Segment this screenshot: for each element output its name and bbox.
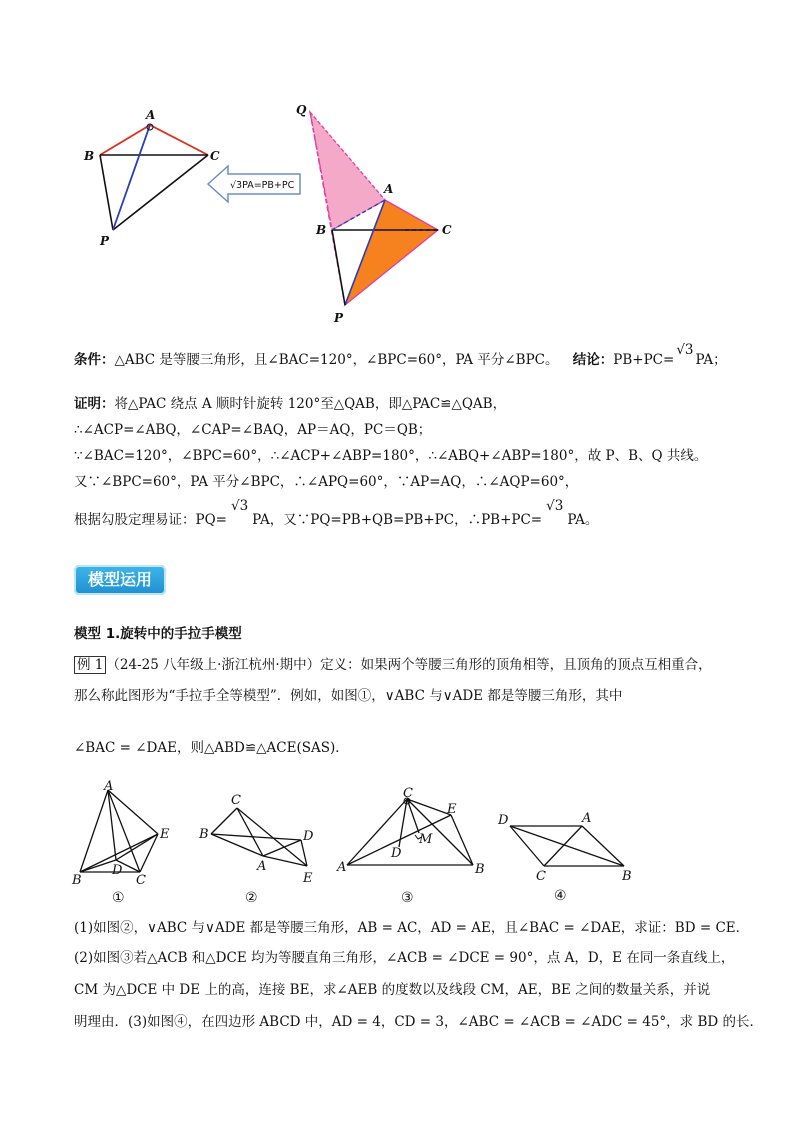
example-line-1: 例 1 （24-25 八年级上·浙江杭州·期中）定义：如果两个等腰三角形的顶角相等，且顶角的顶点互相重合， <box>74 655 712 675</box>
svg-text:A: A <box>104 779 114 794</box>
figure-3-caption: ③ <box>401 890 414 906</box>
proof-sqrt-1: √3 <box>230 498 249 514</box>
svg-text:C: C <box>136 873 146 888</box>
condition-line <box>74 342 727 370</box>
label-A: A <box>384 182 394 196</box>
question-2-line-2: CM 为△DCE 中 DE 上的高，连接 BE，求∠AEB 的度数以及线段 CM，AE，BE 之间的数量关系，并说 <box>74 982 711 998</box>
condition-text: △ABC 是等腰三角形，且∠BAC=120°，∠BPC=60°，PA 平分∠BPC。 <box>114 352 559 368</box>
svg-text:D: D <box>391 846 402 861</box>
left-arrow <box>206 164 302 204</box>
proof-line-2: ∴∠ACP=∠ABQ，∠CAP=∠BAQ，AP＝AQ，PC＝QB； <box>74 422 432 438</box>
example-line-2: 那么称此图形为“手拉手全等模型”．例如，如图①，∨ABC 与∨ADE 都是等腰三角形，其中 <box>74 688 623 704</box>
figure-3 <box>335 785 495 910</box>
proof-line-5: 根据勾股定理易证：PQ=√3PA，又∵PQ=PB+QB=PB+PC，∴PB+PC=√3PA。 <box>74 498 599 528</box>
label-C: C <box>442 223 452 237</box>
figure-1-caption: ① <box>112 890 125 906</box>
svg-text:E: E <box>303 871 313 886</box>
proof-sqrt-2: √3 <box>546 498 564 514</box>
proof-label: 证明： <box>74 396 115 412</box>
section-badge: 模型运用 <box>74 565 166 595</box>
conclusion-label: 结论： <box>572 352 614 368</box>
svg-text:D: D <box>498 813 509 828</box>
conclusion-text: PB+PC= <box>613 352 675 368</box>
label-P: P <box>100 234 110 248</box>
svg-text:B: B <box>199 827 209 842</box>
svg-text:D: D <box>112 863 123 878</box>
label-Q: Q <box>296 103 307 117</box>
figure-4-caption: ④ <box>554 888 567 904</box>
question-2-line-1: (2)如图③若△ACB 和△DCE 均为等腰直角三角形，∠ACB = ∠DCE = 90°，点 A，D，E 在同一条直线上， <box>74 950 735 966</box>
svg-text:A: A <box>257 859 267 874</box>
svg-text:E: E <box>447 802 457 817</box>
example-line-3: ∠BAC = ∠DAE，则△ABD≌△ACE(SAS)． <box>74 740 349 756</box>
conclusion-sqrt: √3 <box>676 342 694 358</box>
proof-line-3: ∵∠BAC=120°，∠BPC=60°，∴∠ACP+∠ABP=180°，∴∠ABQ+∠ABP=180°，故 P、B、Q 共线。 <box>74 448 708 464</box>
label-B: B <box>84 149 95 163</box>
top-right-figure <box>290 100 470 330</box>
label-A: A <box>146 108 156 122</box>
arrow-text: √3PA=PB+PC <box>230 180 295 191</box>
example-tag: 例 1 <box>74 656 106 674</box>
label-B: B <box>316 223 327 237</box>
figure-1 <box>70 780 180 910</box>
svg-text:C: C <box>536 869 546 884</box>
conclusion-tail: PA； <box>695 352 727 368</box>
label-P: P <box>334 311 344 325</box>
svg-text:A: A <box>582 811 592 826</box>
svg-text:C: C <box>403 786 413 801</box>
svg-text:B: B <box>72 873 82 888</box>
proof-line-1: 证明：将△PAC 绕点 A 顺时针旋转 120°至△QAB，即△PAC≌△QAB， <box>74 396 507 412</box>
svg-text:B: B <box>475 862 485 877</box>
figure-2-caption: ② <box>245 890 258 906</box>
figure-2 <box>195 790 325 910</box>
question-1: (1)如图②，∨ABC 与∨ADE 都是等腰三角形，AB = AC，AD = AE，且∠BAC = ∠DAE，求证：BD = CE． <box>74 920 750 936</box>
svg-text:D: D <box>303 829 314 844</box>
model-title: 模型 1.旋转中的手拉手模型 <box>74 626 242 642</box>
svg-text:M: M <box>419 832 433 847</box>
proof-line-4: 又∵∠BPC=60°，PA 平分∠BPC，∴∠APQ=60°，∵AP=AQ，∴∠AQP=60°， <box>74 474 579 490</box>
svg-text:C: C <box>231 793 241 808</box>
label-C: C <box>210 149 220 163</box>
question-2-line-3: 明理由．(3)如图④，在四边形 ABCD 中，AD = 4，CD = 3，∠ABC = ∠ACB = ∠ADC = 45°，求 BD 的长． <box>74 1014 763 1030</box>
figure-4 <box>490 800 650 910</box>
svg-text:A: A <box>337 860 347 875</box>
condition-label: 条件： <box>74 352 115 368</box>
svg-text:B: B <box>622 869 632 884</box>
svg-text:E: E <box>160 827 170 842</box>
